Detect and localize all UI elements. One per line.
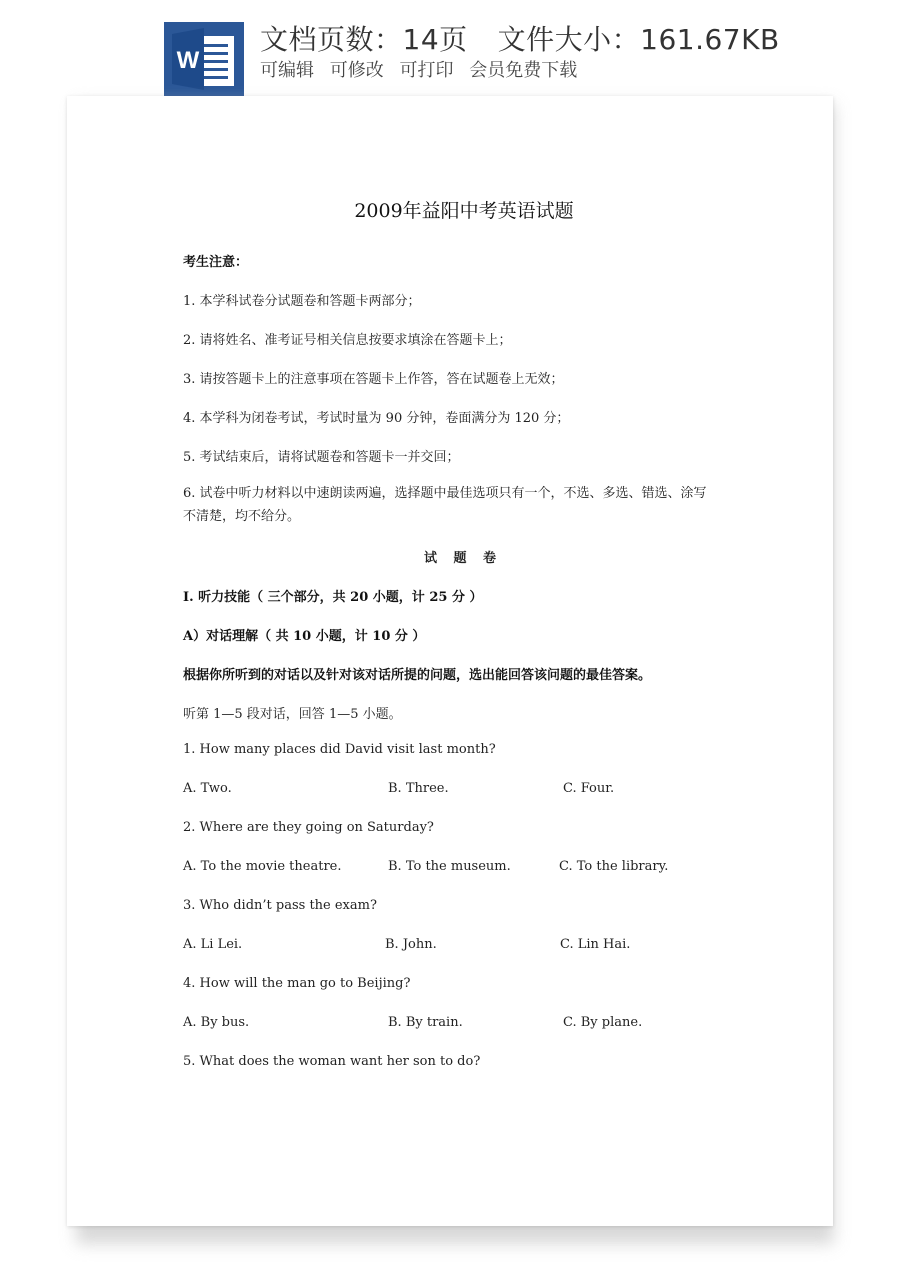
option-a: A. Li Lei. <box>183 937 243 952</box>
notice-item: 3. 请按答题卡上的注意事项在答题卡上作答，答在试题卷上无效； <box>183 372 564 387</box>
notice-item: 5. 考试结束后，请将试题卷和答题卡一并交回； <box>183 450 460 465</box>
section-label: 试 题 卷 <box>423 551 503 566</box>
question: 1. How many places did David visit last month? <box>183 742 496 757</box>
listen-note: 听第 1—5 段对话，回答 1—5 小题。 <box>183 707 402 722</box>
option-a: A. By bus. <box>183 1015 250 1030</box>
instruction: 根据你所听到的对话以及针对该对话所提的问题，选出能回答该问题的最佳答案。 <box>183 668 652 683</box>
option-b: B. Three. <box>388 781 449 796</box>
option-c: C. To the library. <box>559 859 669 874</box>
feature-modifiable: 可修改 <box>329 60 384 81</box>
question: 2. Where are they going on Saturday? <box>183 820 434 835</box>
feature-member-download: 会员免费下载 <box>469 60 578 81</box>
part-heading: I. 听力技能（ 三个部分，共 20 小题，计 25 分 ） <box>183 590 483 605</box>
option-b: B. To the museum. <box>388 859 511 874</box>
word-icon-letter: W <box>176 47 200 74</box>
question: 5. What does the woman want her son to do? <box>183 1054 481 1069</box>
file-size: 文件大小：161.67KB <box>497 23 780 56</box>
option-c: C. Four. <box>563 781 615 796</box>
feature-editable: 可编辑 <box>260 60 314 81</box>
download-banner <box>0 0 900 96</box>
feature-printable: 可打印 <box>399 60 454 81</box>
option-b: B. By train. <box>388 1015 463 1030</box>
feature-list <box>260 56 587 82</box>
question: 3. Who didn’t pass the exam? <box>183 898 377 913</box>
doc-title: 2009年益阳中考英语试题 <box>354 200 574 222</box>
option-c: C. By plane. <box>563 1015 643 1030</box>
banner-title <box>260 18 780 58</box>
question: 4. How will the man go to Beijing? <box>183 976 411 991</box>
option-b: B. John. <box>385 937 437 952</box>
page-count: 文档页数：14页 <box>260 23 468 56</box>
option-a: A. Two. <box>183 781 232 796</box>
document-page <box>67 96 833 1226</box>
notice-item: 6. 试卷中听力材料以中速朗读两遍，选择题中最佳选项只有一个，不选、多选、错选、涂写不清楚，均不给分。 <box>183 486 707 524</box>
notice-item: 2. 请将姓名、准考证号相关信息按要求填涂在答题卡上； <box>183 333 512 348</box>
notice-item: 1. 本学科试卷分试题卷和答题卡两部分； <box>183 294 421 309</box>
option-c: C. Lin Hai. <box>560 937 631 952</box>
option-a: A. To the movie theatre. <box>183 859 342 874</box>
notice-item: 4. 本学科为闭卷考试，考试时量为 90 分钟，卷面满分为 120 分； <box>183 411 570 426</box>
word-doc-icon <box>164 22 244 96</box>
notice-heading: 考生注意： <box>183 255 249 270</box>
subpart-heading: A）对话理解（ 共 10 小题，计 10 分 ） <box>183 629 426 644</box>
